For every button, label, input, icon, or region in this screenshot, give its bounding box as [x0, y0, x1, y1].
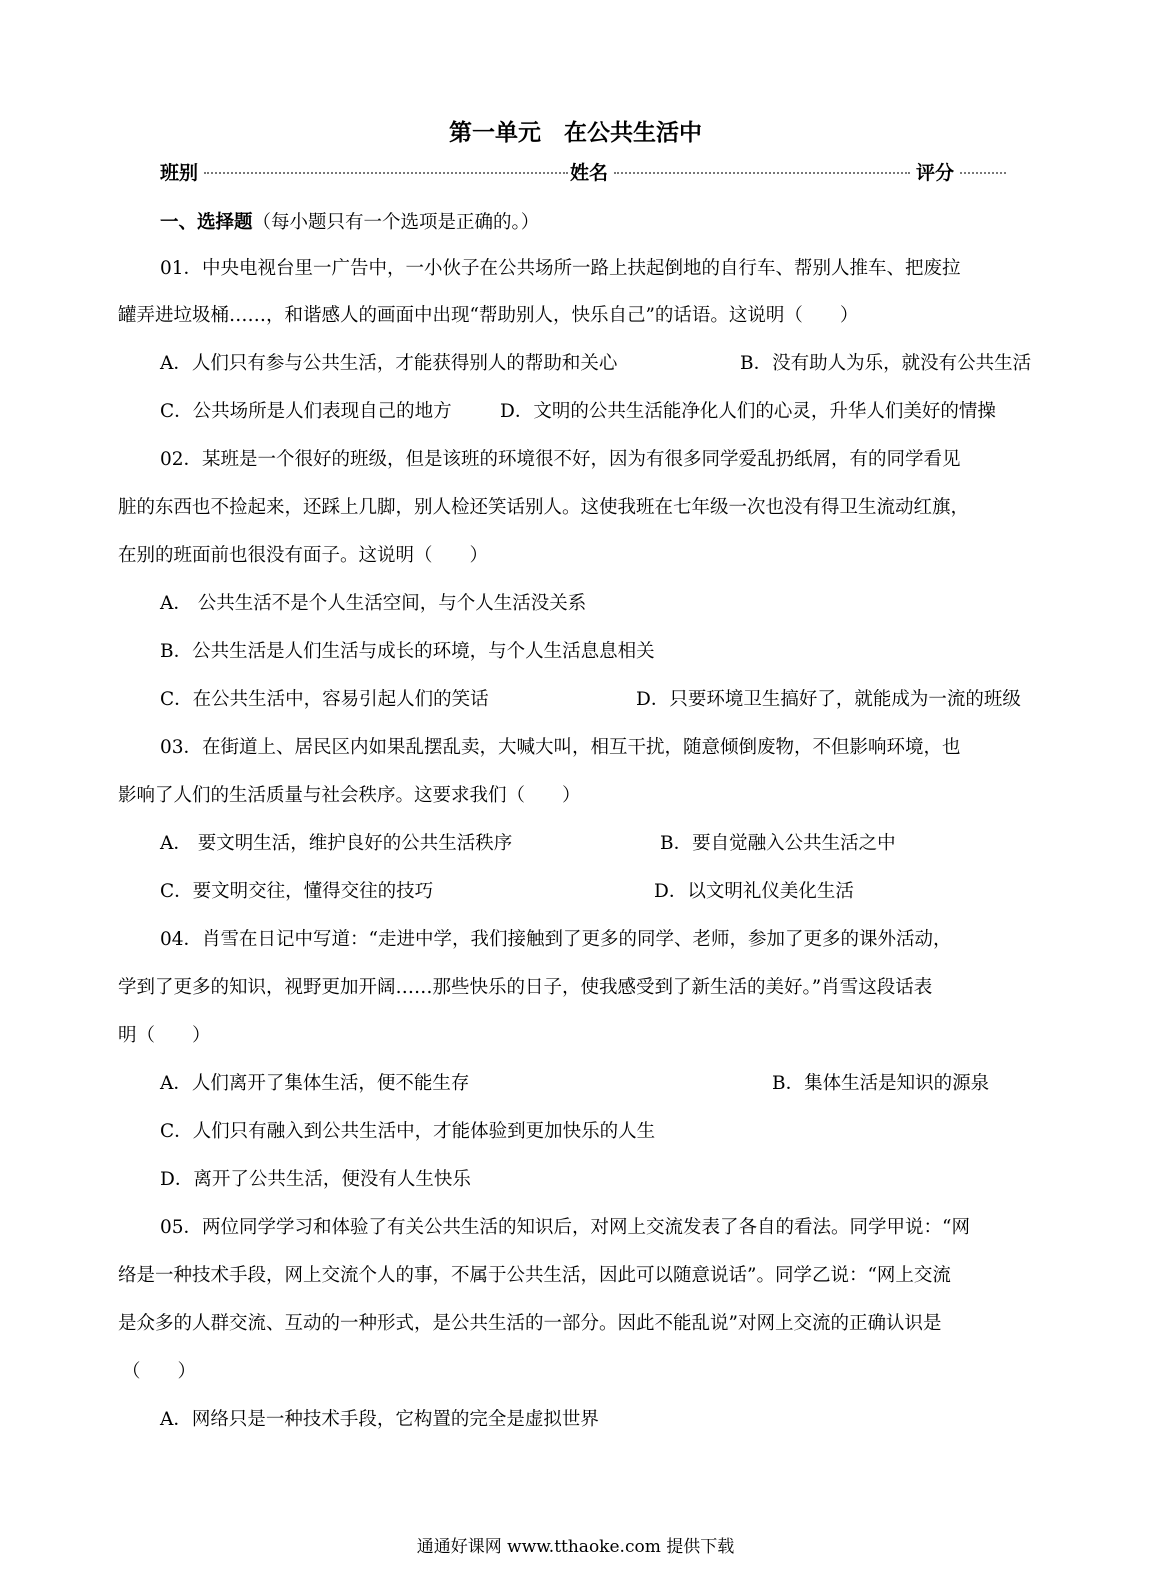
question-05-stem-line-3: 是众多的人群交流、互动的一种形式，是公共生活的一部分。因此不能乱说”对网上交流的正确认识是 — [118, 1313, 942, 1334]
question-05-stem-line-1: 05．两位同学学习和体验了有关公共生活的知识后，对网上交流发表了各自的看法。同学甲说：“网 — [160, 1217, 971, 1238]
question-02-option-a: A． 公共生活不是个人生活空间，与个人生活没关系 — [160, 593, 587, 614]
section-note: （每小题只有一个选项是正确的。） — [252, 212, 540, 233]
section-heading — [160, 208, 539, 234]
question-03-stem-line-2: 影响了人们的生活质量与社会秩序。这要求我们（ ） — [118, 785, 581, 806]
class-label: 班别 — [160, 162, 199, 184]
page-footer: 通通好课网 www.tthaoke.com 提供下载 — [416, 1537, 735, 1557]
question-03-option-b: B．要自觉融入公共生活之中 — [660, 833, 896, 854]
question-01-option-d: D．文明的公共生活能净化人们的心灵，升华人们美好的情操 — [500, 401, 996, 422]
question-05-stem-line-2: 络是一种技术手段，网上交流个人的事，不属于公共生活，因此可以随意说话”。同学乙说：“网上交流 — [118, 1265, 951, 1286]
question-02-option-d: D．只要环境卫生搞好了，就能成为一流的班级 — [636, 689, 1021, 710]
question-01-option-a: A．人们只有参与公共生活，才能获得别人的帮助和关心 — [160, 353, 618, 374]
question-03-option-a: A． 要文明生活，维护良好的公共生活秩序 — [160, 833, 513, 854]
question-01-stem-line-2: 罐弄进垃圾桶……，和谐感人的画面中出现“帮助别人，快乐自己”的话语。这说明（ ） — [118, 305, 859, 326]
question-05-option-a: A．网络只是一种技术手段，它构置的完全是虚拟世界 — [160, 1409, 599, 1430]
question-02-stem-line-3: 在别的班面前也很没有面子。这说明（ ） — [118, 545, 489, 566]
question-02-option-c: C．在公共生活中，容易引起人们的笑话 — [160, 689, 489, 710]
question-01-stem-line-1: 01．中央电视台里一广告中，一小伙子在公共场所一路上扶起倒地的自行车、帮别人推车、把废拉 — [160, 258, 961, 279]
question-04-option-a: A．人们离开了集体生活，便不能生存 — [160, 1073, 470, 1094]
question-04-option-c: C．人们只有融入到公共生活中，才能体验到更加快乐的人生 — [160, 1121, 656, 1142]
question-04-option-b: B．集体生活是知识的源泉 — [772, 1073, 990, 1094]
student-info-row — [160, 158, 990, 188]
question-02-stem-line-1: 02．某班是一个很好的班级，但是该班的环境很不好，因为有很多同学爱乱扔纸屑，有的同学看见 — [160, 449, 961, 470]
question-02-option-b: B．公共生活是人们生活与成长的环境，与个人生活息息相关 — [160, 641, 655, 662]
question-03-option-c: C．要文明交往，懂得交往的技巧 — [160, 881, 434, 902]
question-01-option-c: C．公共场所是人们表现自己的地方 — [160, 401, 452, 422]
question-04-option-d: D．离开了公共生活，便没有人生快乐 — [160, 1169, 471, 1190]
score-label: 评分 — [916, 162, 955, 184]
score-blank — [960, 172, 1006, 174]
question-04-stem-line-1: 04．肖雪在日记中写道：“走进中学，我们接触到了更多的同学、老师，参加了更多的课外活动， — [160, 929, 952, 950]
question-03-stem-line-1: 03．在街道上、居民区内如果乱摆乱卖，大喊大叫，相互干扰，随意倾倒废物，不但影响环境，也 — [160, 737, 961, 758]
question-01-option-b: B．没有助人为乐，就没有公共生活 — [740, 353, 1032, 374]
question-05-stem-line-4: （ ） — [122, 1361, 197, 1382]
class-blank — [204, 172, 568, 174]
question-04-stem-line-3: 明（ ） — [118, 1025, 211, 1046]
page-title: 第一单元 在公共生活中 — [449, 120, 702, 146]
question-02-stem-line-2: 脏的东西也不捡起来，还踩上几脚，别人检还笑话别人。这使我班在七年级一次也没有得卫生流动红旗， — [118, 497, 970, 518]
name-blank — [614, 172, 910, 174]
section-title: 一、选择题 — [160, 212, 253, 233]
question-04-stem-line-2: 学到了更多的知识，视野更加开阔……那些快乐的日子，使我感受到了新生活的美好。”肖雪这段话表 — [118, 977, 933, 998]
name-label: 姓名 — [570, 162, 609, 184]
question-03-option-d: D．以文明礼仪美化生活 — [654, 881, 854, 902]
